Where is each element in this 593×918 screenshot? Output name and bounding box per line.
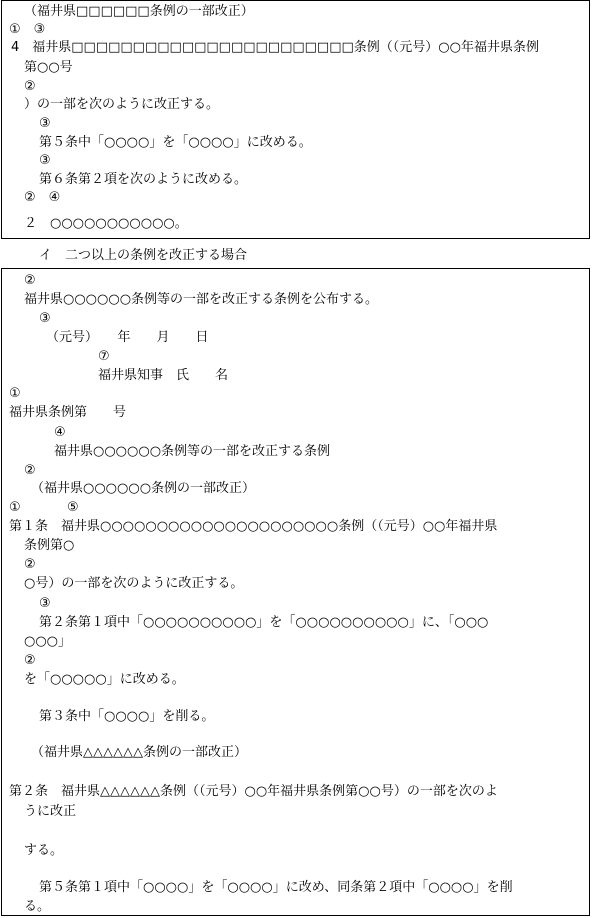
- circled-mark: ③: [39, 116, 51, 131]
- article-2-text-continued: うに改正: [24, 804, 77, 819]
- amendment-clause-continued: 第○○号: [24, 60, 73, 75]
- circled-mark: ②: [24, 79, 36, 94]
- amendment-example-box-1: [1, 0, 590, 239]
- article-1-text: 第１条 福井県○○○○○○○○○○○○○○○○○○○○○条例（（元号）○○年福井県: [9, 519, 498, 534]
- circled-mark: ③: [39, 311, 51, 326]
- article-2-para-1-amendment-end: を「○○○○○」に改める。: [24, 672, 185, 687]
- date-line: （元号） 年 月 日: [46, 330, 209, 345]
- article-2-para-1-amendment-continued: ○○○」: [24, 634, 72, 649]
- article-1-text-continued: 条例第○: [24, 538, 75, 553]
- article-1-amendment-statement: ○号）の一部を次のように改正する。: [24, 576, 244, 591]
- ordinance-title: 福井県○○○○○○条例等の一部を改正する条例: [54, 444, 331, 459]
- article-2-text-end: する。: [24, 843, 64, 858]
- circled-mark: ③: [39, 596, 51, 611]
- article-3-deletion: 第３条中「○○○○」を削る。: [39, 709, 215, 724]
- caption-heading: （福井県□□□□□□条例の一部改正）: [24, 4, 254, 19]
- circled-mark: ②: [24, 273, 36, 288]
- article-caption: （福井県○○○○○○条例の一部改正）: [31, 481, 256, 496]
- circled-marks: ① ③: [9, 22, 46, 37]
- circled-mark: ②: [24, 653, 36, 668]
- circled-mark: ①: [9, 386, 21, 401]
- article-2-text: 第２条 福井県△△△△△△条例（（元号）○○年福井県条例第○○号）の一部を次のよ: [9, 784, 498, 799]
- circled-mark: ⑤: [67, 500, 79, 515]
- circled-mark: ④: [54, 425, 66, 440]
- circled-marks: ② ④: [24, 190, 61, 205]
- amendment-example-box-2: [1, 268, 590, 916]
- section-heading: イ 二つ以上の条例を改正する場合: [39, 248, 248, 263]
- paragraph-2-text: ２ ○○○○○○○○○○○。: [24, 216, 188, 231]
- circled-mark: ①: [9, 500, 21, 515]
- ordinance-number: 福井県条例第 号: [9, 405, 127, 420]
- governor-signature-line: 福井県知事 氏 名: [98, 368, 229, 383]
- article-5-amendment-end: る。: [24, 899, 51, 914]
- amendment-clause: 4 福井県□□□□□□□□□□□□□□□□□□□□□□□条例（（元号）○○年福井県条例: [11, 40, 539, 55]
- circled-mark: ②: [24, 557, 36, 572]
- article-caption: （福井県△△△△△△条例の一部改正）: [31, 745, 247, 760]
- amendment-statement: ）の一部を次のように改正する。: [24, 97, 220, 112]
- article-2-para-1-amendment: 第２条第１項中「○○○○○○○○○○」を「○○○○○○○○○○」に、「○○○: [39, 615, 489, 630]
- article-5-amendment: 第５条第１項中「○○○○」を「○○○○」に改め、同条第２項中「○○○○」を削: [39, 880, 513, 895]
- circled-mark: ⑦: [98, 349, 110, 364]
- article-6-amendment: 第６条第２項を次のように改める。: [39, 172, 248, 187]
- circled-mark: ②: [24, 463, 36, 478]
- article-5-amendment: 第５条中「○○○○」を「○○○○」に改める。: [39, 135, 312, 150]
- circled-mark: ③: [39, 153, 51, 168]
- promulgation-text: 福井県○○○○○○条例等の一部を改正する条例を公布する。: [24, 292, 379, 307]
